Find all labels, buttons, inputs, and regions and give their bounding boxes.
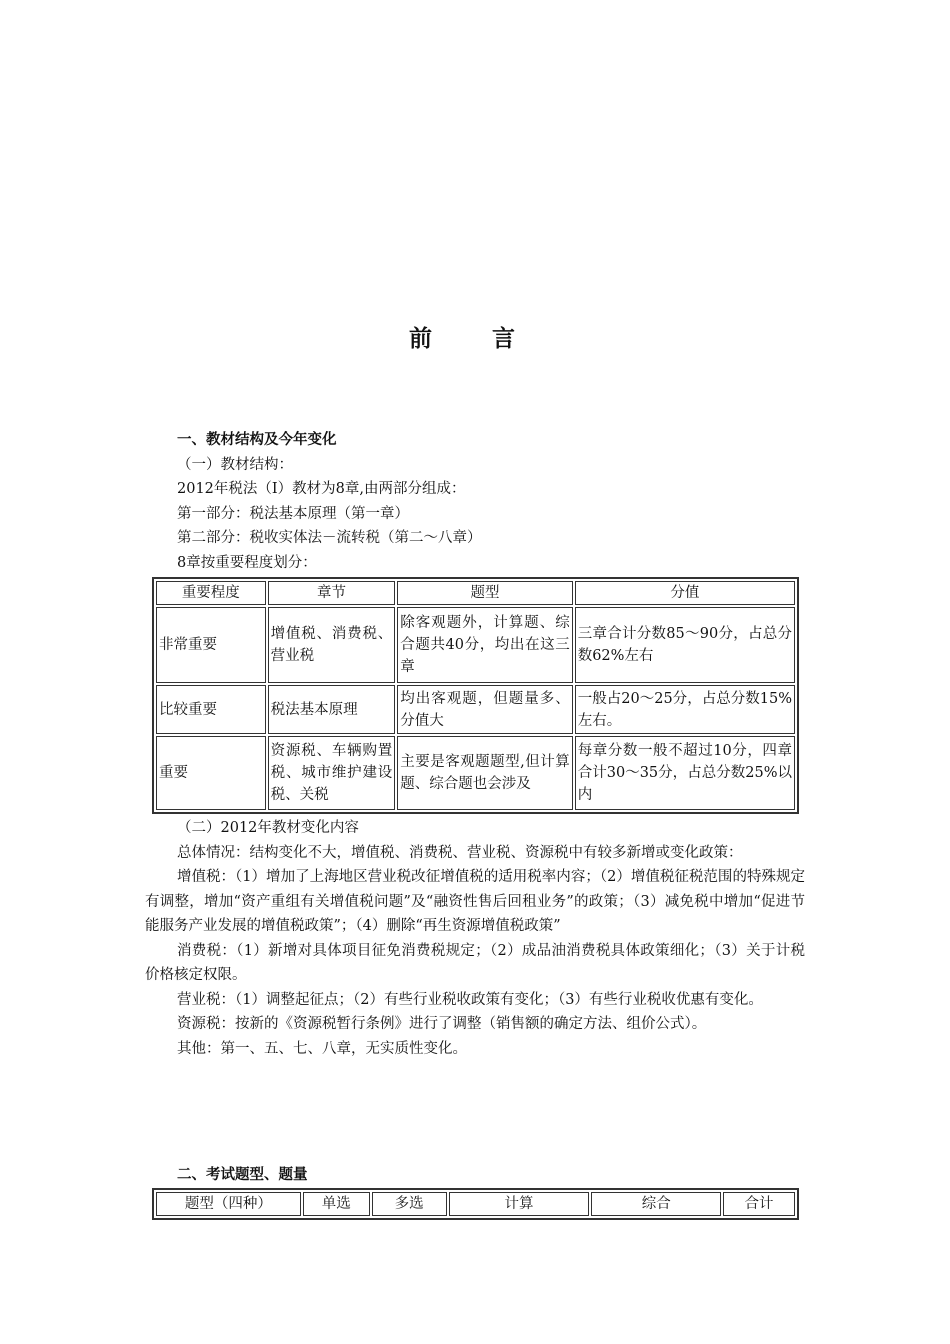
table-cell: 除客观题外，计算题、综合题共40分，均出在这三章 <box>397 607 572 683</box>
table-cell: 重要 <box>156 736 266 810</box>
paragraph: 总体情况：结构变化不大，增值税、消费税、营业税、资源税中有较多新增或变化政策： <box>177 844 743 861</box>
table-cell: 每章分数一般不超过10分，四章合计30～35分，占总分数25%以内 <box>575 736 795 810</box>
table-header-cell: 题型（四种） <box>156 1192 301 1216</box>
text-line: 8章按重要程度划分： <box>177 554 317 571</box>
table-header-row <box>156 1192 795 1216</box>
text-line: 第一部分：税法基本原理（第一章） <box>177 505 409 522</box>
importance-table <box>152 577 799 814</box>
table-row <box>156 736 795 810</box>
subheading-changes: （二）2012年教材变化内容 <box>177 820 359 836</box>
table-cell: 资源税、车辆购置税、城市维护建设税、关税 <box>268 736 396 810</box>
table-header-row <box>156 581 795 605</box>
text-line: 2012年税法（Ⅰ）教材为8章,由两部分组成： <box>177 481 466 497</box>
table-cell: 一般占20～25分，占总分数15%左右。 <box>575 685 795 734</box>
table-cell: 增值税、消费税、营业税 <box>268 607 396 683</box>
table-header-cell: 分值 <box>575 581 795 605</box>
table-header-cell: 多选 <box>372 1192 447 1216</box>
subheading-structure: （一）教材结构： <box>177 456 293 473</box>
paragraph: 增值税：（1）增加了上海地区营业税改征增值税的适用税率内容；（2）增值税征税范围的特殊规定有调整，增加“资产重组有关增值税问题”及“融资性售后回租业务”的政策；（3）减免税中增加“促进节能服务产业发展的增值税政策”；（4）删除“再生资源增值税政策” <box>145 869 805 934</box>
table-cell: 比较重要 <box>156 685 266 734</box>
table-cell: 三章合计分数85～90分，占总分数62%左右 <box>575 607 795 683</box>
table-header-cell: 单选 <box>303 1192 370 1216</box>
table-header-cell: 重要程度 <box>156 581 266 605</box>
exam-types-table <box>152 1188 799 1220</box>
table-cell: 均出客观题，但题量多、分值大 <box>397 685 572 734</box>
paragraph: 资源税：按新的《资源税暂行条例》进行了调整（销售额的确定方法、组价公式）。 <box>177 1016 707 1032</box>
section-structure <box>145 428 805 575</box>
table-header-cell: 计算 <box>449 1192 590 1216</box>
table-row <box>156 685 795 734</box>
paragraph: 消费税：（1）新增对具体项目征免消费税规定；（2）成品油消费税具体政策细化；（3）关于计税价格核定权限。 <box>145 942 805 983</box>
table-header-cell: 章节 <box>268 581 396 605</box>
page-title: 前 言 <box>408 326 541 352</box>
table-cell: 非常重要 <box>156 607 266 683</box>
paragraph: 其他：第一、五、七、八章，无实质性变化。 <box>177 1040 467 1057</box>
section-changes <box>145 816 805 1061</box>
table-header-cell: 题型 <box>397 581 572 605</box>
section-heading-2: 二、考试题型、题量 <box>177 1167 308 1183</box>
table-header-cell: 综合 <box>591 1192 721 1216</box>
table-row <box>156 607 795 683</box>
table-cell: 税法基本原理 <box>268 685 396 734</box>
section-heading-1: 一、教材结构及今年变化 <box>177 432 337 448</box>
text-line: 第二部分：税收实体法－流转税（第二～八章） <box>177 530 482 546</box>
table-cell: 主要是客观题题型,但计算题、综合题也会涉及 <box>397 736 572 810</box>
table-header-cell: 合计 <box>723 1192 795 1216</box>
paragraph: 营业税：（1）调整起征点；（2）有些行业税收政策有变化；（3）有些行业税收优惠有变化。 <box>177 991 763 1008</box>
section-exam <box>145 1163 805 1188</box>
